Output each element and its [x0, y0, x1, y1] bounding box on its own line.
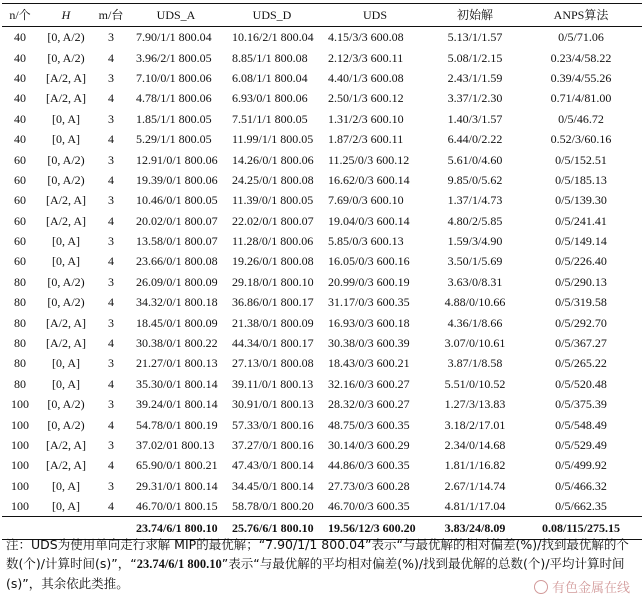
summary-anps: 0.08/115/275.15	[520, 517, 642, 540]
cell-uds-d: 11.39/0/1 800.05	[232, 193, 314, 208]
table-row	[2, 353, 642, 373]
cell-m: 4	[108, 295, 114, 310]
cell-anps: 0/5/226.40	[555, 254, 607, 269]
cell-initial: 4.36/1/8.66	[447, 315, 503, 330]
cell-uds: 1.31/2/3 600.10	[328, 111, 404, 126]
cell-uds: 2.12/3/3 600.11	[328, 50, 404, 65]
cell-uds: 20.99/0/3 600.19	[328, 274, 410, 289]
cell-n: 80	[14, 295, 26, 310]
table-row	[2, 68, 642, 88]
cell-initial: 5.51/0/10.52	[444, 376, 506, 391]
cell-h: [A/2, A]	[46, 315, 86, 330]
cell-anps: 0/5/46.72	[558, 111, 604, 126]
cell-initial: 3.87/1/8.58	[447, 356, 503, 371]
table-row	[2, 272, 642, 292]
cell-m: 3	[108, 478, 114, 493]
cell-n: 100	[11, 417, 29, 432]
cell-uds-d: 6.08/1/1 800.04	[232, 70, 308, 85]
cell-anps: 0/5/466.32	[555, 478, 607, 493]
cell-uds: 19.04/0/3 600.14	[328, 213, 410, 228]
cell-uds-d: 44.34/0/1 800.17	[232, 336, 314, 351]
cell-uds-a: 35.30/0/1 800.14	[136, 376, 218, 391]
cell-n: 60	[14, 193, 26, 208]
table-row	[2, 476, 642, 496]
cell-m: 4	[108, 458, 114, 473]
cell-anps: 0/5/662.35	[555, 499, 607, 514]
cell-initial: 2.43/1/1.59	[447, 70, 503, 85]
cell-uds-d: 47.43/0/1 800.14	[232, 458, 314, 473]
cell-initial: 1.27/3/13.83	[444, 397, 506, 412]
cell-uds: 48.75/0/3 600.35	[328, 417, 410, 432]
cell-uds: 27.73/0/3 600.28	[328, 478, 410, 493]
cell-m: 3	[108, 70, 114, 85]
cell-h: [A/2, A]	[46, 458, 86, 473]
cell-m: 3	[108, 152, 114, 167]
cell-uds: 18.43/0/3 600.21	[328, 356, 410, 371]
cell-m: 4	[108, 417, 114, 432]
cell-initial: 6.44/0/2.22	[447, 132, 503, 147]
cell-m: 4	[108, 336, 114, 351]
cell-initial: 3.07/0/10.61	[444, 336, 506, 351]
cell-initial: 2.67/1/14.74	[444, 478, 506, 493]
cell-n: 40	[14, 111, 26, 126]
table-row	[2, 211, 642, 231]
cell-n: 100	[11, 478, 29, 493]
cell-h: [0, A]	[52, 478, 80, 493]
cell-h: [0, A]	[52, 499, 80, 514]
cell-uds-d: 6.93/0/1 800.06	[232, 91, 308, 106]
cell-uds-a: 10.46/0/1 800.05	[136, 193, 218, 208]
cell-uds: 28.32/0/3 600.27	[328, 397, 410, 412]
cell-h: [0, A]	[52, 254, 80, 269]
table-row	[2, 414, 642, 434]
cell-uds-d: 36.86/0/1 800.17	[232, 295, 314, 310]
watermark-logo-icon	[534, 580, 548, 594]
cell-n: 60	[14, 254, 26, 269]
cell-uds: 46.70/0/3 600.35	[328, 499, 410, 514]
cell-h: [0, A]	[52, 356, 80, 371]
cell-initial: 5.61/0/4.60	[447, 152, 503, 167]
cell-anps: 0/5/71.06	[558, 30, 604, 45]
cell-uds: 30.38/0/3 600.39	[328, 336, 410, 351]
cell-initial: 5.08/1/2.15	[447, 50, 503, 65]
cell-uds: 31.17/0/3 600.35	[328, 295, 410, 310]
cell-h: [0, A/2)	[47, 274, 85, 289]
cell-uds: 44.86/0/3 600.35	[328, 458, 410, 473]
cell-initial: 3.37/1/2.30	[447, 91, 503, 106]
cell-h: [0, A]	[52, 376, 80, 391]
cell-uds: 30.14/0/3 600.29	[328, 438, 410, 452]
cell-anps: 0/5/529.49	[555, 438, 607, 452]
cell-uds-d: 7.51/1/1 800.05	[232, 111, 308, 126]
cell-anps: 0/5/499.92	[555, 458, 607, 473]
cell-uds-a: 13.58/0/1 800.07	[136, 234, 218, 249]
cell-m: 4	[108, 172, 114, 187]
header-n: n/个	[2, 4, 38, 27]
cell-n: 80	[14, 315, 26, 330]
cell-uds-d: 37.27/0/1 800.16	[232, 438, 314, 452]
cell-h: [0, A/2)	[47, 30, 85, 45]
cell-uds-d: 19.26/0/1 800.08	[232, 254, 314, 269]
cell-initial: 3.50/1/5.69	[447, 254, 503, 269]
cell-anps: 0/5/139.30	[555, 193, 607, 208]
cell-uds-d: 34.45/0/1 800.14	[232, 478, 314, 493]
results-table	[2, 3, 642, 540]
cell-uds-a: 20.02/0/1 800.07	[136, 213, 218, 228]
cell-initial: 1.37/1/4.73	[447, 193, 503, 208]
cell-uds-d: 39.11/0/1 800.13	[232, 376, 314, 391]
cell-uds-a: 1.85/1/1 800.05	[136, 111, 212, 126]
note-text-2: ”表示“与最优解的平均相对偏差(%)/找到最优解的总数(个)/平均计算时间(s)”，其余依此类推。	[6, 556, 625, 591]
cell-uds: 11.25/0/3 600.12	[328, 152, 410, 167]
cell-n: 40	[14, 30, 26, 45]
cell-n: 60	[14, 213, 26, 228]
cell-m: 3	[108, 397, 114, 412]
cell-n: 40	[14, 91, 26, 106]
cell-n: 100	[11, 397, 29, 412]
cell-uds: 4.40/1/3 600.08	[328, 70, 404, 85]
cell-uds-d: 14.26/0/1 800.06	[232, 152, 314, 167]
cell-anps: 0/5/152.51	[555, 152, 607, 167]
cell-h: [0, A/2)	[47, 172, 85, 187]
cell-initial: 3.63/0/8.31	[447, 274, 503, 289]
cell-uds-a: 7.90/1/1 800.04	[136, 30, 212, 45]
cell-uds-d: 58.78/0/1 800.20	[232, 499, 314, 514]
cell-uds-d: 27.13/0/1 800.08	[232, 356, 314, 371]
table-row	[2, 190, 642, 210]
watermark	[534, 577, 630, 596]
cell-m: 3	[108, 438, 114, 452]
cell-uds-a: 4.78/1/1 800.06	[136, 91, 212, 106]
cell-uds-a: 37.02/01 800.13	[136, 438, 215, 452]
cell-anps: 0/5/265.22	[555, 356, 607, 371]
cell-anps: 0/5/149.14	[555, 234, 607, 249]
note-text-1: 注：UDS为使用单向走行求解 MIP的最优解；“7.90/1/1 800.04”表示“与最优解的相对偏差(%)/找到最优解的个数(个)/计算时间(s)”，“	[6, 537, 629, 571]
cell-n: 80	[14, 336, 26, 351]
cell-initial: 2.34/0/14.68	[444, 438, 506, 452]
cell-n: 40	[14, 132, 26, 147]
note-bold-value: 23.74/6/1 800.10	[136, 557, 222, 571]
cell-initial: 1.40/3/1.57	[447, 111, 503, 126]
cell-n: 40	[14, 50, 26, 65]
cell-initial: 4.81/1/17.04	[444, 499, 506, 514]
table-row	[2, 333, 642, 353]
cell-uds-d: 8.85/1/1 800.08	[232, 50, 308, 65]
cell-uds: 32.16/0/3 600.27	[328, 376, 410, 391]
cell-m: 3	[108, 234, 114, 249]
cell-uds-a: 19.39/0/1 800.06	[136, 172, 218, 187]
cell-uds-a: 39.24/0/1 800.14	[136, 397, 218, 412]
cell-n: 60	[14, 234, 26, 249]
cell-uds-a: 46.70/0/1 800.15	[136, 499, 218, 514]
cell-m: 3	[108, 111, 114, 126]
cell-n: 100	[11, 458, 29, 473]
cell-m: 3	[108, 30, 114, 45]
cell-n: 80	[14, 356, 26, 371]
table-row	[2, 149, 642, 169]
cell-uds: 7.69/0/3 600.10	[328, 193, 404, 208]
header-h: H	[38, 4, 94, 27]
header-uds-d: UDS_D	[224, 4, 320, 27]
cell-uds-d: 11.28/0/1 800.06	[232, 234, 314, 249]
table-row	[2, 455, 642, 475]
cell-m: 4	[108, 376, 114, 391]
table-row	[2, 496, 642, 517]
cell-n: 40	[14, 70, 26, 85]
cell-uds-d: 22.02/0/1 800.07	[232, 213, 314, 228]
cell-uds-a: 3.96/2/1 800.05	[136, 50, 212, 65]
table-row	[2, 47, 642, 67]
cell-n: 60	[14, 172, 26, 187]
header-uds: UDS	[320, 4, 430, 27]
summary-uds-a: 23.74/6/1 800.10	[128, 517, 224, 540]
cell-uds: 1.87/2/3 600.11	[328, 132, 404, 147]
table-body	[2, 27, 642, 517]
cell-anps: 0/5/292.70	[555, 315, 607, 330]
table-row	[2, 394, 642, 414]
cell-h: [A/2, A]	[46, 438, 86, 452]
cell-m: 3	[108, 356, 114, 371]
table-row	[2, 292, 642, 312]
cell-uds-d: 10.16/2/1 800.04	[232, 30, 314, 45]
cell-n: 100	[11, 499, 29, 514]
cell-uds-d: 24.25/0/1 800.08	[232, 172, 314, 187]
cell-m: 4	[108, 499, 114, 514]
cell-m: 4	[108, 132, 114, 147]
header-initial: 初始解	[430, 4, 520, 27]
cell-h: [0, A/2)	[47, 50, 85, 65]
summary-uds: 19.56/12/3 600.20	[320, 517, 430, 540]
cell-h: [A/2, A]	[46, 213, 86, 228]
cell-m: 3	[108, 274, 114, 289]
cell-uds-d: 21.38/0/1 800.09	[232, 315, 314, 330]
cell-anps: 0/5/241.41	[555, 213, 607, 228]
cell-h: [0, A/2)	[47, 295, 85, 310]
cell-uds: 2.50/1/3 600.12	[328, 91, 404, 106]
cell-initial: 3.18/2/17.01	[444, 417, 506, 432]
summary-uds-d: 25.76/6/1 800.10	[224, 517, 320, 540]
watermark-text: 有色金属在线	[551, 581, 630, 596]
cell-uds-d: 30.91/0/1 800.13	[232, 397, 314, 412]
cell-anps: 0.23/4/58.22	[550, 50, 612, 65]
table-row	[2, 312, 642, 332]
table-row	[2, 374, 642, 394]
cell-uds-a: 54.78/0/1 800.19	[136, 417, 218, 432]
table-row	[2, 170, 642, 190]
cell-uds-a: 29.31/0/1 800.14	[136, 478, 218, 493]
cell-initial: 4.80/2/5.85	[447, 213, 503, 228]
cell-h: [A/2, A]	[46, 70, 86, 85]
cell-n: 80	[14, 376, 26, 391]
cell-uds: 16.93/0/3 600.18	[328, 315, 410, 330]
cell-h: [A/2, A]	[46, 193, 86, 208]
cell-uds: 16.05/0/3 600.16	[328, 254, 410, 269]
cell-anps: 0/5/367.27	[555, 336, 607, 351]
cell-uds: 4.15/3/3 600.08	[328, 30, 404, 45]
cell-initial: 5.13/1/1.57	[447, 30, 503, 45]
header-uds-a: UDS_A	[128, 4, 224, 27]
cell-m: 3	[108, 315, 114, 330]
cell-anps: 0/5/185.13	[555, 172, 607, 187]
cell-initial: 9.85/0/5.62	[447, 172, 503, 187]
header-m: m/台	[94, 4, 128, 27]
cell-n: 80	[14, 274, 26, 289]
table-header	[2, 4, 642, 27]
cell-uds-a: 65.90/0/1 800.21	[136, 458, 218, 473]
cell-h: [0, A/2)	[47, 417, 85, 432]
cell-uds-a: 12.91/0/1 800.06	[136, 152, 218, 167]
cell-uds-a: 26.09/0/1 800.09	[136, 274, 218, 289]
cell-uds-d: 57.33/0/1 800.16	[232, 417, 314, 432]
cell-h: [A/2, A]	[46, 336, 86, 351]
cell-m: 4	[108, 91, 114, 106]
cell-uds-a: 5.29/1/1 800.05	[136, 132, 212, 147]
table-row	[2, 231, 642, 251]
cell-m: 4	[108, 50, 114, 65]
table-row	[2, 129, 642, 149]
cell-anps: 0/5/520.48	[555, 376, 607, 391]
table-row	[2, 109, 642, 129]
table-row	[2, 27, 642, 48]
header-anps: ANPS算法	[520, 4, 642, 27]
cell-uds-a: 23.66/0/1 800.08	[136, 254, 218, 269]
cell-anps: 0.39/4/55.26	[550, 70, 612, 85]
cell-h: [0, A]	[52, 234, 80, 249]
cell-anps: 0/5/375.39	[555, 397, 607, 412]
table-row	[2, 435, 642, 455]
cell-h: [0, A/2)	[47, 397, 85, 412]
cell-uds-d: 11.99/1/1 800.05	[232, 132, 314, 147]
cell-m: 4	[108, 254, 114, 269]
cell-uds: 16.62/0/3 600.14	[328, 172, 410, 187]
cell-anps: 0.71/4/81.00	[550, 91, 612, 106]
cell-m: 4	[108, 213, 114, 228]
cell-uds-d: 29.18/0/1 800.10	[232, 274, 314, 289]
cell-anps: 0/5/319.58	[555, 295, 607, 310]
cell-n: 100	[11, 438, 29, 452]
table-row	[2, 88, 642, 108]
cell-anps: 0/5/548.49	[555, 417, 607, 432]
cell-n: 60	[14, 152, 26, 167]
cell-initial: 4.88/0/10.66	[444, 295, 506, 310]
cell-anps: 0/5/290.13	[555, 274, 607, 289]
cell-uds-a: 21.27/0/1 800.13	[136, 356, 218, 371]
table-row	[2, 251, 642, 271]
cell-uds-a: 34.32/0/1 800.18	[136, 295, 218, 310]
cell-anps: 0.52/3/60.16	[550, 132, 612, 147]
cell-uds-a: 7.10/0/1 800.06	[136, 70, 212, 85]
cell-h: [0, A]	[52, 111, 80, 126]
cell-h: [0, A]	[52, 132, 80, 147]
cell-h: [0, A/2)	[47, 152, 85, 167]
cell-h: [A/2, A]	[46, 91, 86, 106]
cell-initial: 1.59/3/4.90	[447, 234, 503, 249]
cell-uds: 5.85/0/3 600.13	[328, 234, 404, 249]
cell-uds-a: 30.38/0/1 800.22	[136, 336, 218, 351]
summary-initial: 3.83/24/8.09	[430, 517, 520, 540]
cell-initial: 1.81/1/16.82	[444, 458, 506, 473]
cell-m: 3	[108, 193, 114, 208]
cell-uds-a: 18.45/0/1 800.09	[136, 315, 218, 330]
